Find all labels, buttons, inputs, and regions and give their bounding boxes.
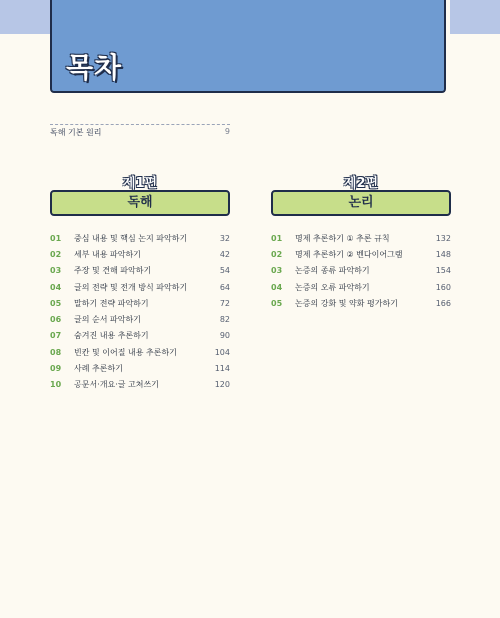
item-number: 01 bbox=[50, 233, 62, 243]
part-2-name: 논리 bbox=[271, 190, 451, 216]
toc-item[interactable] bbox=[50, 377, 230, 393]
item-number: 07 bbox=[50, 331, 62, 341]
item-number: 03 bbox=[50, 266, 62, 276]
item-title: 공문서·개요·글 고쳐쓰기 bbox=[74, 380, 159, 390]
toc-item[interactable] bbox=[271, 246, 451, 262]
item-title: 중심 내용 및 핵심 논지 파악하기 bbox=[74, 233, 188, 243]
item-number: 04 bbox=[271, 282, 283, 292]
item-number: 09 bbox=[50, 364, 62, 374]
item-title: 명제 추론하기 ① 추론 규칙 bbox=[295, 233, 390, 243]
page-title: 목차 bbox=[66, 51, 123, 84]
item-title: 사례 추론하기 bbox=[74, 364, 123, 374]
item-title: 세부 내용 파악하기 bbox=[74, 249, 141, 259]
header-band-left bbox=[0, 0, 50, 34]
intro-label: 독해 기본 원리 bbox=[50, 128, 102, 137]
part-1-name: 독해 bbox=[50, 190, 230, 216]
toc-item[interactable] bbox=[50, 295, 230, 311]
toc-item[interactable] bbox=[50, 360, 230, 376]
intro-entry[interactable] bbox=[50, 124, 230, 138]
item-title: 빈칸 및 이어질 내용 추론하기 bbox=[74, 347, 177, 357]
toc-item[interactable] bbox=[50, 279, 230, 295]
item-page: 132 bbox=[435, 233, 451, 243]
title-banner bbox=[50, 0, 446, 93]
item-page: 64 bbox=[219, 282, 230, 292]
item-page: 104 bbox=[214, 347, 230, 357]
part-2-column bbox=[271, 176, 451, 311]
toc-item[interactable] bbox=[50, 328, 230, 344]
item-page: 114 bbox=[214, 364, 230, 374]
toc-item[interactable] bbox=[271, 263, 451, 279]
item-number: 04 bbox=[50, 282, 62, 292]
item-number: 05 bbox=[271, 298, 283, 308]
part-2-list bbox=[271, 230, 451, 311]
item-number: 02 bbox=[271, 249, 283, 259]
item-title: 숨겨진 내용 추론하기 bbox=[74, 331, 149, 341]
toc-item[interactable] bbox=[50, 344, 230, 360]
toc-item[interactable] bbox=[271, 230, 451, 246]
item-number: 10 bbox=[50, 380, 62, 390]
item-title: 글의 전략 및 전개 방식 파악하기 bbox=[74, 282, 188, 292]
item-page: 42 bbox=[219, 249, 230, 259]
item-page: 54 bbox=[219, 266, 230, 276]
item-number: 08 bbox=[50, 347, 62, 357]
item-title: 명제 추론하기 ② 벤다이어그램 bbox=[295, 249, 403, 259]
toc-item[interactable] bbox=[50, 230, 230, 246]
toc-item[interactable] bbox=[50, 263, 230, 279]
header-band-right bbox=[450, 0, 500, 34]
part-1-list bbox=[50, 230, 230, 393]
item-title: 논증의 종류 파악하기 bbox=[295, 266, 370, 276]
item-number: 05 bbox=[50, 298, 62, 308]
part-2-label: 제2편 bbox=[343, 176, 379, 191]
item-page: 72 bbox=[219, 298, 230, 308]
part-1-column bbox=[50, 176, 230, 393]
toc-item[interactable] bbox=[50, 311, 230, 327]
intro-page: 9 bbox=[224, 127, 230, 136]
item-page: 82 bbox=[219, 315, 230, 325]
item-title: 글의 순서 파악하기 bbox=[74, 315, 141, 325]
item-page: 90 bbox=[219, 331, 230, 341]
item-page: 148 bbox=[435, 249, 451, 259]
item-number: 02 bbox=[50, 249, 62, 259]
item-title: 논증의 강화 및 약화 평가하기 bbox=[295, 298, 398, 308]
item-page: 120 bbox=[214, 380, 230, 390]
toc-item[interactable] bbox=[271, 279, 451, 295]
toc-item[interactable] bbox=[271, 295, 451, 311]
item-title: 논증의 오류 파악하기 bbox=[295, 282, 370, 292]
item-page: 166 bbox=[435, 298, 451, 308]
item-title: 말하기 전략 파악하기 bbox=[74, 298, 149, 308]
item-number: 03 bbox=[271, 266, 283, 276]
item-title: 주장 및 견해 파악하기 bbox=[74, 266, 152, 276]
item-number: 01 bbox=[271, 233, 283, 243]
item-page: 160 bbox=[435, 282, 451, 292]
item-page: 32 bbox=[219, 233, 230, 243]
toc-item[interactable] bbox=[50, 246, 230, 262]
item-page: 154 bbox=[435, 266, 451, 276]
part-1-label: 제1편 bbox=[122, 176, 158, 191]
item-number: 06 bbox=[50, 315, 62, 325]
